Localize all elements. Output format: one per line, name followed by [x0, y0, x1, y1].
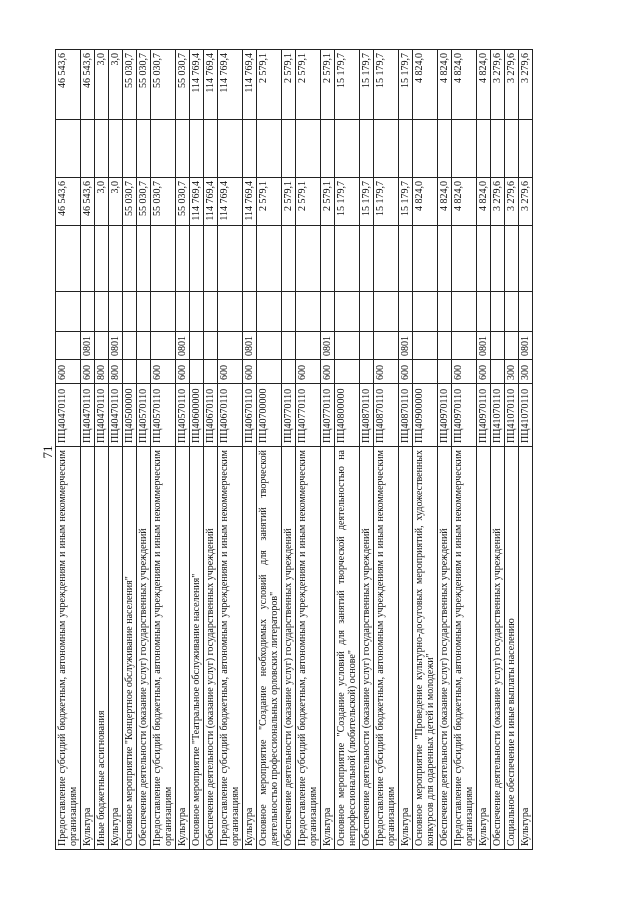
table-row [438, 50, 452, 850]
row-name-cell: Основное мероприятие "Создание необходимых условий для занятий творческой деятельностью профессиональных орловских литераторов" [257, 447, 282, 850]
row-expense-type-cell: 800 [109, 360, 123, 384]
row-empty-cell [109, 120, 123, 178]
row-name-cell: Культура [321, 447, 335, 850]
row-name-cell: Предоставление субсидий бюджетным, автономным учреждениям и иным некоммерческим организациям [218, 447, 243, 850]
row-name-cell: Культура [109, 447, 123, 850]
row-section-cell [360, 332, 374, 360]
row-code-cell: ПЦ41070110 [519, 384, 533, 447]
row-section-cell: 0801 [109, 332, 123, 360]
row-empty-cell [204, 120, 218, 178]
row-empty-cell [282, 292, 296, 332]
row-empty-cell [505, 120, 519, 178]
table-row [282, 50, 296, 850]
row-value-cell: 3,0 [95, 178, 109, 226]
row-expense-type-cell: 600 [399, 360, 413, 384]
row-section-cell [296, 332, 321, 360]
row-value-cell: 3 279,6 [491, 50, 505, 120]
row-expense-type-cell: 800 [95, 360, 109, 384]
row-value-cell: 3,0 [109, 178, 123, 226]
row-value-cell: 114 769,4 [218, 178, 243, 226]
row-empty-cell [519, 120, 533, 178]
row-empty-cell [257, 120, 282, 178]
row-empty-cell [56, 120, 81, 178]
row-empty-cell [190, 226, 204, 292]
row-expense-type-cell [257, 360, 282, 384]
row-section-cell [123, 332, 137, 360]
row-empty-cell [95, 292, 109, 332]
table-row [491, 50, 505, 850]
row-value-cell: 3 279,6 [505, 50, 519, 120]
row-expense-type-cell [190, 360, 204, 384]
row-code-cell: ПЦ40670110 [204, 384, 218, 447]
table-row [137, 50, 151, 850]
table-row [123, 50, 137, 850]
row-section-cell: 0801 [477, 332, 491, 360]
row-empty-cell [109, 292, 123, 332]
row-expense-type-cell: 600 [151, 360, 176, 384]
row-value-cell: 4 824,0 [438, 50, 452, 120]
row-empty-cell [335, 226, 360, 292]
row-value-cell: 46 543,6 [81, 50, 95, 120]
row-value-cell: 4 824,0 [477, 50, 491, 120]
row-expense-type-cell [123, 360, 137, 384]
row-value-cell: 55 030,7 [123, 50, 137, 120]
row-empty-cell [477, 292, 491, 332]
table-row [204, 50, 218, 850]
row-value-cell: 55 030,7 [137, 50, 151, 120]
row-name-cell: Культура [81, 447, 95, 850]
table-row [190, 50, 204, 850]
row-section-cell [56, 332, 81, 360]
row-value-cell: 4 824,0 [477, 178, 491, 226]
table-row [243, 50, 257, 850]
row-empty-cell [95, 120, 109, 178]
row-section-cell [151, 332, 176, 360]
row-expense-type-cell [137, 360, 151, 384]
row-empty-cell [374, 292, 399, 332]
row-empty-cell [95, 226, 109, 292]
row-value-cell: 4 824,0 [413, 50, 438, 120]
row-value-cell: 55 030,7 [176, 178, 190, 226]
row-value-cell: 15 179,7 [335, 50, 360, 120]
row-expense-type-cell: 600 [81, 360, 95, 384]
row-expense-type-cell [491, 360, 505, 384]
row-name-cell: Предоставление субсидий бюджетным, автономным учреждениям и иным некоммерческим организациям [296, 447, 321, 850]
row-value-cell: 2 579,1 [321, 178, 335, 226]
row-empty-cell [218, 292, 243, 332]
row-section-cell: 0801 [176, 332, 190, 360]
row-empty-cell [137, 120, 151, 178]
table-row [335, 50, 360, 850]
row-value-cell: 3,0 [109, 50, 123, 120]
row-empty-cell [360, 226, 374, 292]
row-value-cell: 46 543,6 [56, 50, 81, 120]
row-empty-cell [123, 120, 137, 178]
row-expense-type-cell: 600 [374, 360, 399, 384]
row-name-cell: Предоставление субсидий бюджетным, автономным учреждениям и иным некоммерческим организациям [374, 447, 399, 850]
table-row [452, 50, 477, 850]
row-value-cell: 3,0 [95, 50, 109, 120]
row-empty-cell [477, 120, 491, 178]
row-section-cell: 0801 [81, 332, 95, 360]
row-value-cell: 2 579,1 [296, 178, 321, 226]
row-section-cell [374, 332, 399, 360]
row-expense-type-cell [413, 360, 438, 384]
row-expense-type-cell: 300 [519, 360, 533, 384]
table-row [477, 50, 491, 850]
row-empty-cell [296, 292, 321, 332]
row-code-cell: ПЦ40770110 [296, 384, 321, 447]
row-empty-cell [491, 292, 505, 332]
row-empty-cell [243, 292, 257, 332]
row-code-cell: ПЦ40470110 [81, 384, 95, 447]
row-section-cell: 0801 [243, 332, 257, 360]
row-empty-cell [399, 120, 413, 178]
row-empty-cell [123, 226, 137, 292]
row-empty-cell [218, 120, 243, 178]
row-empty-cell [438, 120, 452, 178]
row-value-cell: 55 030,7 [176, 50, 190, 120]
row-expense-type-cell: 300 [505, 360, 519, 384]
row-value-cell: 114 769,4 [204, 178, 218, 226]
row-section-cell [452, 332, 477, 360]
row-value-cell: 114 769,4 [204, 50, 218, 120]
row-value-cell: 55 030,7 [151, 178, 176, 226]
row-value-cell: 3 279,6 [505, 178, 519, 226]
row-empty-cell [452, 226, 477, 292]
row-value-cell: 15 179,7 [360, 50, 374, 120]
row-section-cell [137, 332, 151, 360]
row-empty-cell [204, 226, 218, 292]
row-empty-cell [519, 226, 533, 292]
row-value-cell: 15 179,7 [374, 178, 399, 226]
row-code-cell: ПЦ40900000 [413, 384, 438, 447]
row-code-cell: ПЦ40700000 [257, 384, 282, 447]
row-empty-cell [81, 226, 95, 292]
table-row [56, 50, 81, 850]
row-empty-cell [151, 120, 176, 178]
row-code-cell: ПЦ40470110 [56, 384, 81, 447]
row-value-cell: 114 769,4 [243, 178, 257, 226]
row-empty-cell [56, 292, 81, 332]
row-name-cell: Обеспечение деятельности (оказание услуг) государственных учреждений [360, 447, 374, 850]
row-expense-type-cell: 600 [477, 360, 491, 384]
row-code-cell: ПЦ40600000 [190, 384, 204, 447]
row-name-cell: Обеспечение деятельности (оказание услуг) государственных учреждений [491, 447, 505, 850]
row-section-cell [491, 332, 505, 360]
row-value-cell: 4 824,0 [452, 178, 477, 226]
row-empty-cell [109, 226, 123, 292]
row-value-cell: 15 179,7 [360, 178, 374, 226]
table-row [257, 50, 282, 850]
row-empty-cell [438, 226, 452, 292]
row-empty-cell [243, 226, 257, 292]
row-empty-cell [137, 226, 151, 292]
row-value-cell: 15 179,7 [399, 178, 413, 226]
table-row [374, 50, 399, 850]
row-empty-cell [81, 120, 95, 178]
row-expense-type-cell [438, 360, 452, 384]
row-value-cell: 2 579,1 [257, 50, 282, 120]
budget-table [55, 49, 533, 850]
row-value-cell: 46 543,6 [81, 178, 95, 226]
row-value-cell: 114 769,4 [190, 178, 204, 226]
row-code-cell: ПЦ40800000 [335, 384, 360, 447]
row-code-cell: ПЦ40870110 [360, 384, 374, 447]
row-section-cell [505, 332, 519, 360]
row-section-cell: 0801 [399, 332, 413, 360]
row-expense-type-cell: 600 [243, 360, 257, 384]
row-expense-type-cell [335, 360, 360, 384]
row-empty-cell [438, 292, 452, 332]
row-name-cell: Предоставление субсидий бюджетным, автономным учреждениям и иным некоммерческим организациям [452, 447, 477, 850]
row-value-cell: 3 279,6 [519, 178, 533, 226]
table-row [399, 50, 413, 850]
row-code-cell: ПЦ40570110 [176, 384, 190, 447]
row-empty-cell [335, 292, 360, 332]
row-value-cell: 55 030,7 [151, 50, 176, 120]
row-empty-cell [204, 292, 218, 332]
row-empty-cell [81, 292, 95, 332]
row-code-cell: ПЦ40970110 [477, 384, 491, 447]
page-number: 71 [40, 445, 55, 459]
row-empty-cell [505, 226, 519, 292]
row-value-cell: 2 579,1 [296, 50, 321, 120]
table-row [95, 50, 109, 850]
row-empty-cell [56, 226, 81, 292]
row-empty-cell [491, 226, 505, 292]
row-section-cell [257, 332, 282, 360]
row-empty-cell [374, 226, 399, 292]
row-code-cell: ПЦ41070110 [505, 384, 519, 447]
row-empty-cell [151, 292, 176, 332]
row-value-cell: 114 769,4 [218, 50, 243, 120]
row-value-cell: 2 579,1 [282, 178, 296, 226]
row-value-cell: 114 769,4 [190, 50, 204, 120]
row-expense-type-cell: 600 [218, 360, 243, 384]
row-value-cell: 3 279,6 [491, 178, 505, 226]
row-value-cell: 15 179,7 [374, 50, 399, 120]
row-value-cell: 46 543,6 [56, 178, 81, 226]
budget-table-container [55, 50, 585, 850]
row-code-cell: ПЦ40500000 [123, 384, 137, 447]
row-empty-cell [399, 292, 413, 332]
row-value-cell: 2 579,1 [257, 178, 282, 226]
row-empty-cell [519, 292, 533, 332]
row-empty-cell [176, 292, 190, 332]
table-row [151, 50, 176, 850]
row-section-cell [438, 332, 452, 360]
row-empty-cell [321, 120, 335, 178]
row-empty-cell [413, 292, 438, 332]
row-name-cell: Культура [477, 447, 491, 850]
row-empty-cell [374, 120, 399, 178]
row-value-cell: 15 179,7 [335, 178, 360, 226]
row-empty-cell [477, 226, 491, 292]
row-code-cell: ПЦ40470110 [109, 384, 123, 447]
row-name-cell: Основное мероприятие "Концертное обслуживание населения" [123, 447, 137, 850]
row-name-cell: Основное мероприятие "Театральное обслуживание населения" [190, 447, 204, 850]
row-value-cell: 3 279,6 [519, 50, 533, 120]
row-value-cell: 55 030,7 [137, 178, 151, 226]
row-name-cell: Культура [176, 447, 190, 850]
table-row [413, 50, 438, 850]
row-empty-cell [360, 292, 374, 332]
row-empty-cell [176, 120, 190, 178]
row-value-cell: 2 579,1 [321, 50, 335, 120]
row-empty-cell [452, 120, 477, 178]
row-expense-type-cell: 600 [176, 360, 190, 384]
row-value-cell: 4 824,0 [452, 50, 477, 120]
row-name-cell: Обеспечение деятельности (оказание услуг) государственных учреждений [137, 447, 151, 850]
row-value-cell: 4 824,0 [413, 178, 438, 226]
row-empty-cell [123, 292, 137, 332]
row-code-cell: ПЦ41070110 [491, 384, 505, 447]
table-row [81, 50, 95, 850]
table-row [519, 50, 533, 850]
row-empty-cell [321, 226, 335, 292]
row-name-cell: Основное мероприятие "Проведение культурно-досуговых мероприятий, художественных конкурсов для одаренных детей и молодежи" [413, 447, 438, 850]
row-empty-cell [296, 226, 321, 292]
row-value-cell: 4 824,0 [438, 178, 452, 226]
row-code-cell: ПЦ40570110 [151, 384, 176, 447]
row-value-cell: 55 030,7 [123, 178, 137, 226]
row-code-cell: ПЦ40870110 [374, 384, 399, 447]
row-value-cell: 2 579,1 [282, 50, 296, 120]
row-name-cell: Обеспечение деятельности (оказание услуг) государственных учреждений [438, 447, 452, 850]
table-row [360, 50, 374, 850]
table-row [176, 50, 190, 850]
row-section-cell [95, 332, 109, 360]
row-section-cell [204, 332, 218, 360]
row-expense-type-cell [360, 360, 374, 384]
row-empty-cell [151, 226, 176, 292]
row-name-cell: Обеспечение деятельности (оказание услуг) государственных учреждений [282, 447, 296, 850]
row-expense-type-cell: 600 [296, 360, 321, 384]
row-empty-cell [413, 120, 438, 178]
row-empty-cell [190, 292, 204, 332]
row-empty-cell [257, 226, 282, 292]
row-empty-cell [399, 226, 413, 292]
row-empty-cell [360, 120, 374, 178]
row-empty-cell [452, 292, 477, 332]
row-code-cell: ПЦ40770110 [321, 384, 335, 447]
row-empty-cell [505, 292, 519, 332]
row-empty-cell [296, 120, 321, 178]
row-empty-cell [243, 120, 257, 178]
row-name-cell: Социальное обеспечение и иные выплаты населению [505, 447, 519, 850]
row-value-cell: 15 179,7 [399, 50, 413, 120]
table-row [296, 50, 321, 850]
row-empty-cell [176, 226, 190, 292]
row-name-cell: Иные бюджетные ассигнования [95, 447, 109, 850]
row-empty-cell [137, 292, 151, 332]
row-empty-cell [491, 120, 505, 178]
row-section-cell [190, 332, 204, 360]
row-name-cell: Предоставление субсидий бюджетным, автономным учреждениям и иным некоммерческим организациям [151, 447, 176, 850]
row-empty-cell [282, 226, 296, 292]
row-code-cell: ПЦ40670110 [218, 384, 243, 447]
table-body [56, 50, 533, 850]
row-expense-type-cell [282, 360, 296, 384]
table-row [321, 50, 335, 850]
row-code-cell: ПЦ40970110 [438, 384, 452, 447]
row-section-cell: 0801 [321, 332, 335, 360]
row-code-cell: ПЦ40670110 [243, 384, 257, 447]
row-code-cell: ПЦ40570110 [137, 384, 151, 447]
row-name-cell: Культура [519, 447, 533, 850]
row-expense-type-cell [204, 360, 218, 384]
row-name-cell: Предоставление субсидий бюджетным, автономным учреждениям и иным некоммерческим организациям [56, 447, 81, 850]
row-name-cell: Культура [399, 447, 413, 850]
row-empty-cell [321, 292, 335, 332]
row-section-cell: 0801 [519, 332, 533, 360]
row-empty-cell [257, 292, 282, 332]
row-section-cell [218, 332, 243, 360]
table-row [109, 50, 123, 850]
row-expense-type-cell: 600 [452, 360, 477, 384]
row-expense-type-cell: 600 [56, 360, 81, 384]
row-empty-cell [282, 120, 296, 178]
row-empty-cell [413, 226, 438, 292]
row-code-cell: ПЦ40470110 [95, 384, 109, 447]
row-name-cell: Основное мероприятие "Создание условий для занятий творческой деятельностью на непрофессиональной (любительской) основе" [335, 447, 360, 850]
row-empty-cell [335, 120, 360, 178]
row-section-cell [282, 332, 296, 360]
row-value-cell: 114 769,4 [243, 50, 257, 120]
row-section-cell [335, 332, 360, 360]
row-code-cell: ПЦ40870110 [399, 384, 413, 447]
row-name-cell: Обеспечение деятельности (оказание услуг) государственных учреждений [204, 447, 218, 850]
row-section-cell [413, 332, 438, 360]
row-empty-cell [218, 226, 243, 292]
table-row [505, 50, 519, 850]
row-empty-cell [190, 120, 204, 178]
row-name-cell: Культура [243, 447, 257, 850]
table-row [218, 50, 243, 850]
row-expense-type-cell: 600 [321, 360, 335, 384]
row-code-cell: ПЦ40770110 [282, 384, 296, 447]
row-code-cell: ПЦ40970110 [452, 384, 477, 447]
